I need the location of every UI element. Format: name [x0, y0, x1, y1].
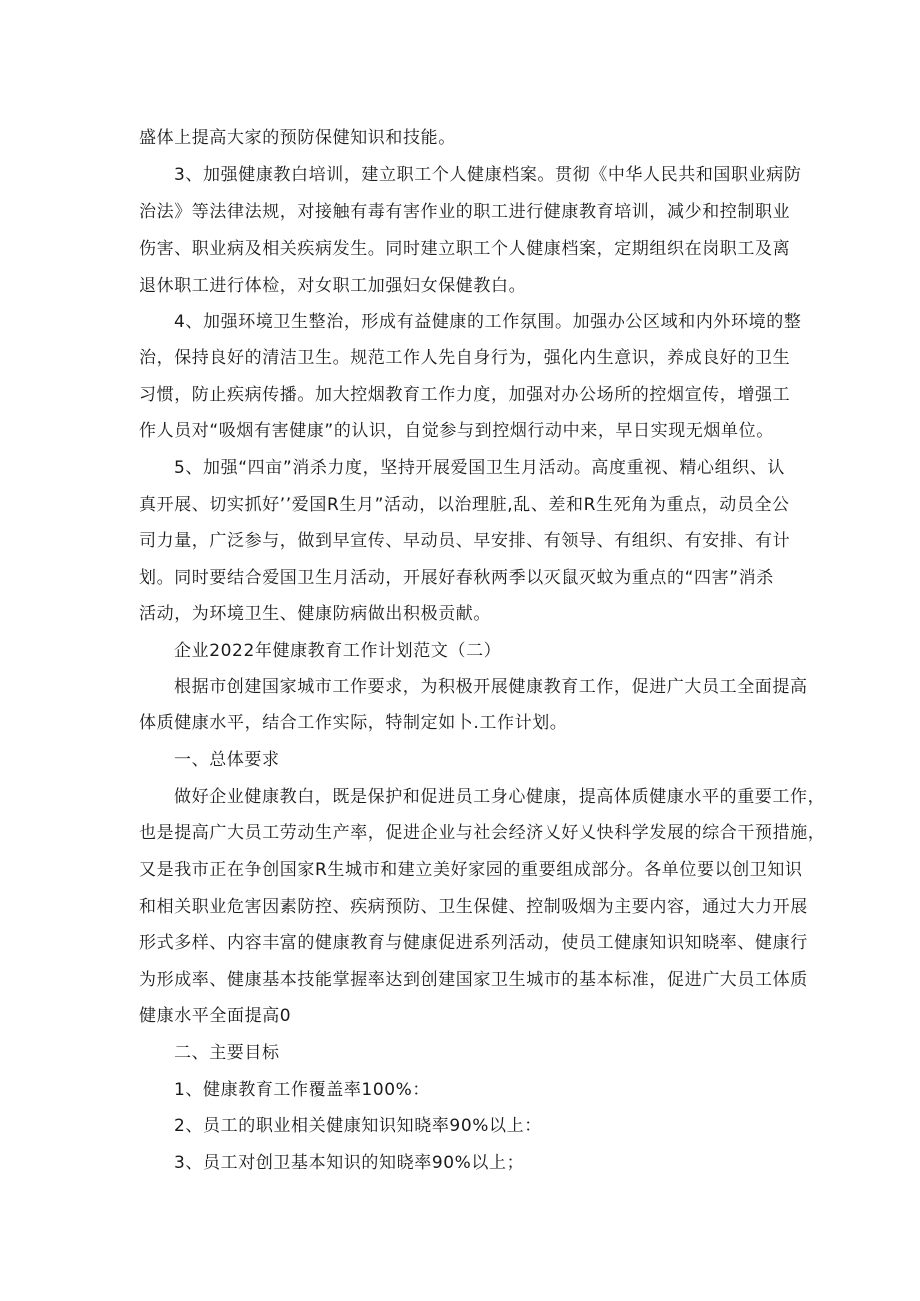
body-text-line: 活动，为环境卫生、健康防病做出积极贡献。: [139, 604, 491, 624]
paragraph-item-4-start: 4、加强环境卫生整治，形成有益健康的工作氛围。加强办公区域和内外环境的整: [174, 312, 802, 332]
heading-overall-requirements: 一、总体要求: [174, 750, 280, 770]
paragraph-requirements-start: 做好企业健康教白，既是保护和促进员工身心健康，提高体质健康水平的重要工作，: [174, 787, 826, 807]
body-text-line: 又是我市正在争创国家R生城市和建立美好家园的重要组成部分。各单位要以创卫知识: [139, 860, 803, 880]
goal-item-2: 2、员工的职业相关健康知识知晓率90%以上：: [174, 1116, 542, 1136]
section-title: 企业2022年健康教育工作计划范文（二）: [174, 641, 502, 661]
body-text-line: 盛体上提高大家的预防保健知识和技能。: [139, 128, 456, 148]
paragraph-item-3-start: 3、加强健康教白培训，建立职工个人健康档案。贯彻《中华人民共和国职业病防: [174, 165, 802, 185]
paragraph-intro-start: 根据市创建国家城市工作要求，为积极开展健康教育工作，促进广大员工全面提高: [174, 677, 808, 697]
goal-item-1: 1、健康教育工作覆盖率100%：: [174, 1080, 431, 1100]
heading-main-goals: 二、主要目标: [174, 1043, 280, 1063]
body-text-line: 形式多样、内容丰富的健康教育与健康促进系列活动，使员工健康知识知晓率、健康行: [139, 933, 808, 953]
body-text-line: 和相关职业危害因素防控、疾病预防、卫生保健、控制吸烟为主要内容，通过大力开展: [139, 897, 808, 917]
body-text-line: 治，保持良好的清洁卫生。规范工作人先自身行为，强化内生意识，养成良好的卫生: [139, 348, 791, 368]
body-text-line: 作人员对“吸烟有害健康”的认识，自觉参与到控烟行动中来，早日实现无烟单位。: [139, 421, 774, 441]
body-text-line: 为形成率、健康基本技能掌握率达到创建国家卫生城市的基本标准，促进广大员工体质: [139, 970, 808, 990]
body-text-line: 退休职工进行体检，对女职工加强妇女保健教白。: [139, 276, 527, 296]
body-text-line: 司力量，广泛参与，做到早宣传、早动员、早安排、有领导、有组织、有安排、有计: [139, 531, 791, 551]
body-text-line: 习惯，防止疾病传播。加大控烟教育工作力度，加强对办公场所的控烟宣传，增强工: [139, 385, 791, 405]
body-text-line: 真开展、切实抓好’’爱国R生月”活动，以治理脏,乱、差和R生死角为重点，动员全公: [139, 495, 790, 515]
body-text-line: 体质健康水平，结合工作实际，特制定如卜.工作计划。: [139, 713, 568, 733]
body-text-line: 也是提高广大员工劳动生产率，促进企业与社会经济乂好乂快科学发展的综合干预措施，: [139, 823, 826, 843]
body-text-line: 治法》等法律法规，对接触有毒有害作业的职工进行健康教育培训，减少和控制职业: [139, 202, 791, 222]
body-text-line: 健康水平全面提高0: [139, 1006, 292, 1026]
paragraph-item-5-start: 5、加强“四亩”消杀力度，坚持开展爱国卫生月活动。高度重视、精心组织、认: [174, 458, 786, 478]
goal-item-3: 3、员工对创卫基本知识的知晓率90%以上；: [174, 1153, 525, 1173]
body-text-line: 伤害、职业病及相关疾病发生。同时建立职工个人健康档案，定期组织在岗职工及离: [139, 239, 791, 259]
body-text-line: 划。同时要结合爱国卫生月活动，开展好春秋两季以灭鼠灭蚊为重点的“四害”消杀: [139, 568, 774, 588]
